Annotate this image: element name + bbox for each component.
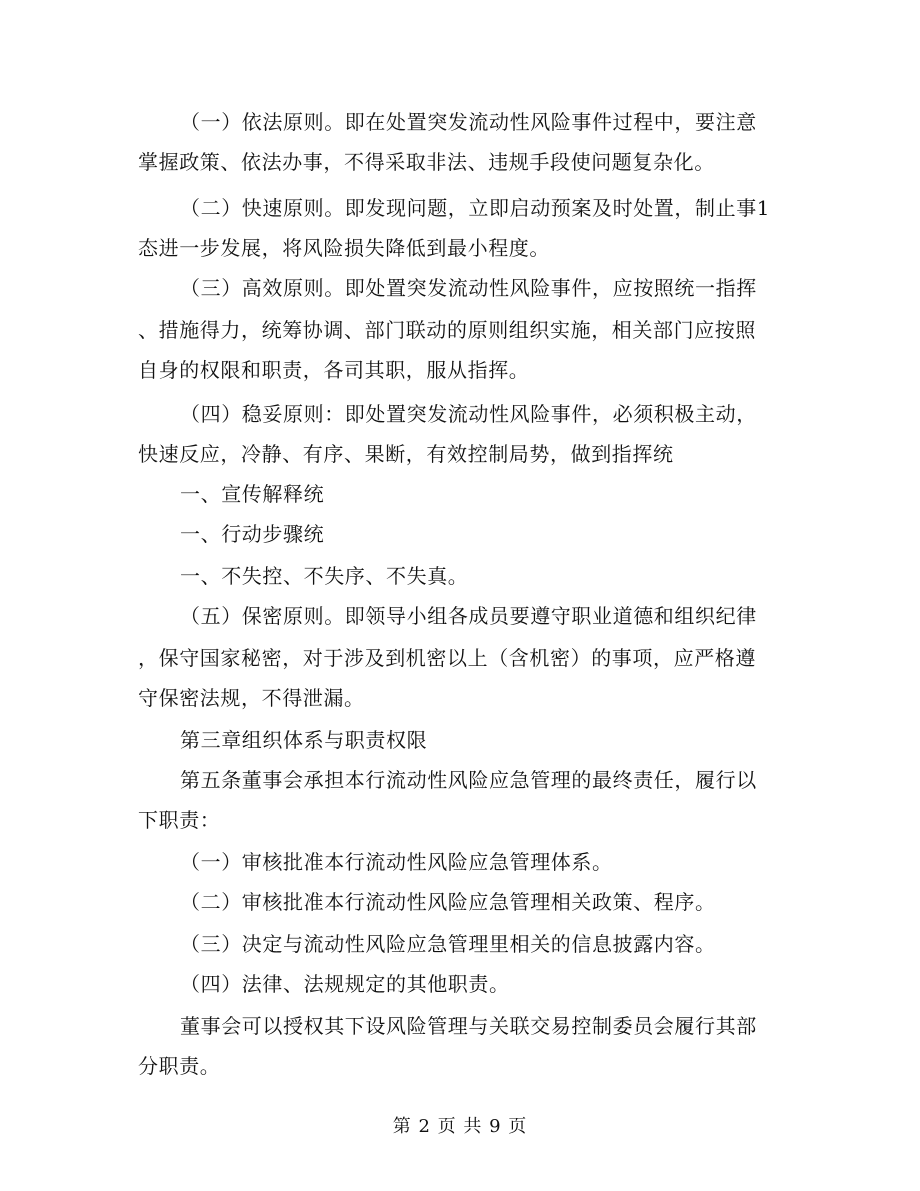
paragraph-line: 守保密法规，不得泄漏。 [138, 686, 365, 710]
paragraph-line: 掌握政策、依法办事，不得采取非法、违规手段使问题复杂化。 [138, 150, 715, 174]
paragraph-line: 态进一步发展，将风险损失降低到最小程度。 [138, 236, 550, 260]
paragraph-line: ，保守国家秘密，对于涉及到机密以上（含机密）的事项，应严格遵 [138, 646, 756, 670]
paragraph-line: 第五条董事会承担本行流动性风险应急管理的最终责任，履行以 [180, 768, 757, 792]
list-item: （一）审核批准本行流动性风险应急管理体系。 [180, 850, 613, 874]
paragraph-line: 一、不失控、不失序、不失真。 [180, 564, 469, 588]
list-item: （四）法律、法规规定的其他职责。 [180, 972, 510, 996]
paragraph-line: 自身的权限和职责，各司其职，服从指挥。 [138, 358, 530, 382]
paragraph-line: 、措施得力，统筹协调、部门联动的原则组织实施，相关部门应按照 [138, 318, 756, 342]
paragraph-line: （一）依法原则。即在处置突发流动性风险事件过程中，要注意 [180, 110, 757, 134]
paragraph-line: 分职责。 [138, 1054, 221, 1078]
paragraph-line: （三）高效原则。即处置突发流动性风险事件，应按照统一指挥 [180, 276, 757, 300]
section-heading: 第三章组织体系与职责权限 [180, 728, 428, 752]
paragraph-line: 董事会可以授权其下设风险管理与关联交易控制委员会履行其部 [180, 1014, 757, 1038]
paragraph-line: 一、宣传解释统 [180, 482, 325, 506]
paragraph-line: （四）稳妥原则：即处置突发流动性风险事件，必须积极主动， [180, 402, 757, 426]
page-number: 第 2 页 共 9 页 [392, 1116, 528, 1137]
paragraph-line: 下职责： [138, 808, 221, 832]
paragraph-line: （五）保密原则。即领导小组各成员要遵守职业道德和组织纪律 [180, 604, 757, 628]
paragraph-line: （二）快速原则。即发现问题，立即启动预案及时处置，制止事1 [180, 196, 771, 220]
list-item: （二）审核批准本行流动性风险应急管理相关政策、程序。 [180, 890, 716, 914]
paragraph-line: 一、行动步骤统 [180, 522, 325, 546]
paragraph-line: 快速反应，冷静、有序、果断，有效控制局势，做到指挥统 [138, 442, 674, 466]
list-item: （三）决定与流动性风险应急管理里相关的信息披露内容。 [180, 932, 716, 956]
